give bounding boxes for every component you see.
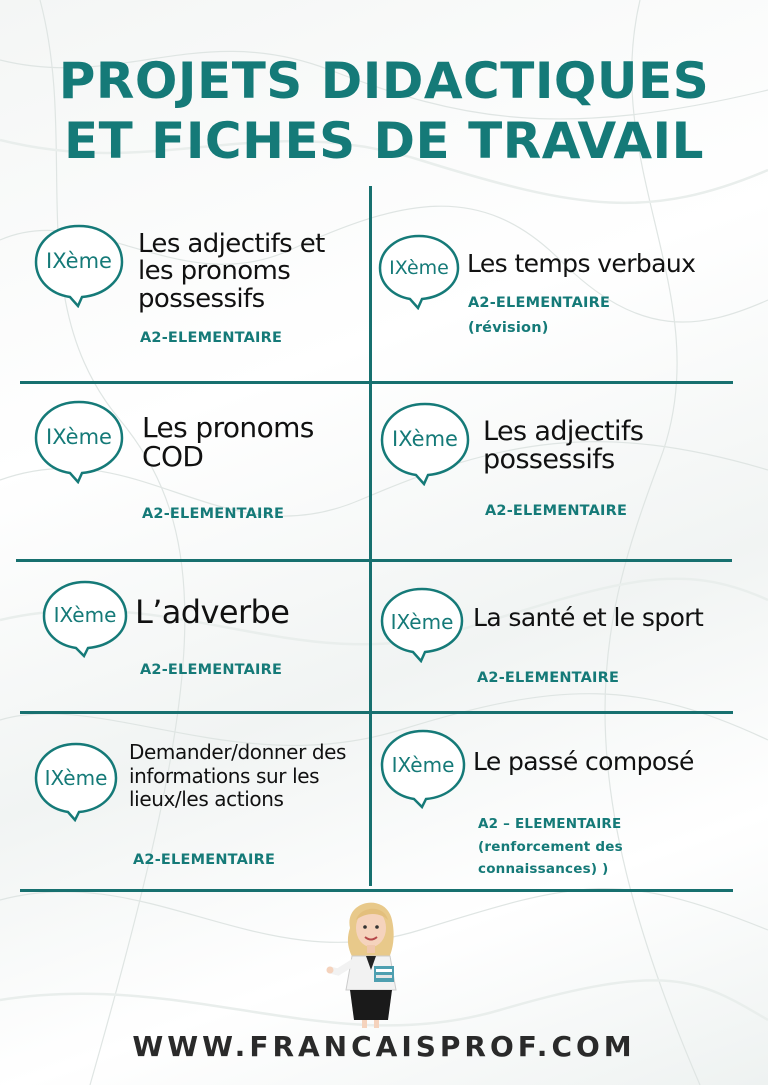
page-title-line-1: PROJETS DIDACTIQUES	[58, 52, 710, 110]
speech-bubble-icon	[378, 585, 466, 663]
level-badge: A2-ELEMENTAIRE	[468, 295, 611, 311]
level-note: (révision)	[468, 320, 549, 336]
topic-title: Les pronoms COD	[142, 411, 314, 474]
level-badge: A2-ELEMENTAIRE	[477, 670, 620, 686]
vertical-divider	[369, 186, 372, 886]
bubble-label: IXème	[53, 603, 117, 627]
teacher-avatar	[326, 890, 416, 1030]
level-badge: A2 – ELEMENTAIRE	[478, 816, 622, 832]
speech-bubble-icon	[378, 400, 472, 486]
topic-title: Les adjectifs et les pronoms possessifs	[138, 229, 325, 314]
topic-title: Les adjectifs possessifs	[483, 416, 644, 476]
page-title-line-2: ET FICHES DE TRAVAIL	[64, 112, 704, 170]
speech-bubble-icon	[40, 578, 130, 658]
speech-bubble-icon	[32, 740, 120, 822]
topic-title: Le passé composé	[473, 747, 694, 776]
speech-bubble-icon	[32, 222, 126, 308]
topic-title: Demander/donner des informations sur les lieux/les actions	[129, 740, 347, 812]
speech-bubble-icon	[376, 232, 462, 310]
level-badge: A2-ELEMENTAIRE	[485, 503, 628, 519]
bubble-label: IXème	[389, 257, 449, 279]
speech-bubble-icon	[378, 727, 468, 809]
level-badge: A2-ELEMENTAIRE	[140, 330, 283, 346]
bubble-label: IXème	[44, 766, 108, 790]
level-badge: A2-ELEMENTAIRE	[142, 506, 285, 522]
level-note: (renforcement des connaissances) )	[478, 839, 623, 878]
row-divider-2	[16, 559, 732, 562]
topic-title: Les temps verbaux	[467, 249, 696, 278]
bubble-label: IXème	[391, 753, 455, 777]
website-url[interactable]: WWW.FRANCAISPROF.COM	[132, 1030, 636, 1063]
topic-title: La santé et le sport	[473, 603, 704, 632]
topic-title: L’adverbe	[135, 593, 290, 631]
bubble-label: IXème	[392, 427, 458, 451]
bubble-label: IXème	[46, 249, 112, 273]
row-divider-1	[20, 381, 733, 384]
level-badge: A2-ELEMENTAIRE	[140, 662, 283, 678]
bubble-label: IXème	[46, 425, 112, 449]
bubble-label: IXème	[390, 610, 454, 634]
row-divider-3	[20, 711, 733, 714]
level-badge: A2-ELEMENTAIRE	[133, 852, 276, 868]
speech-bubble-icon	[32, 398, 126, 484]
